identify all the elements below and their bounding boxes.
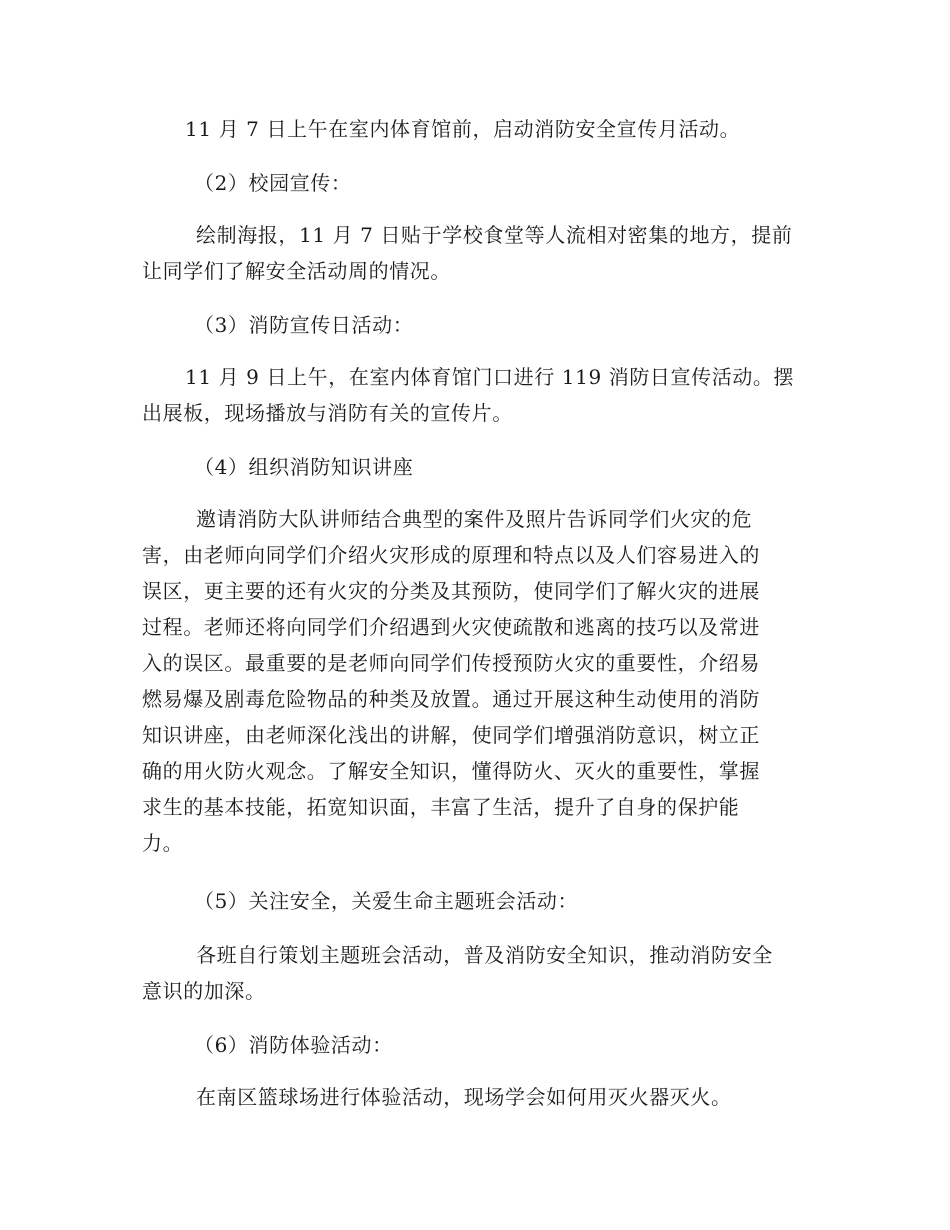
text-line: 害，由老师向同学们介绍火灾形成的原理和特点以及人们容易进入的 xyxy=(142,543,760,567)
text-line: 求生的基本技能，拓宽知识面，丰富了生活，提升了自身的保护能 xyxy=(142,795,740,819)
text-line: 意识的加深。 xyxy=(142,979,266,1003)
text-line: 绘制海报，11 月 7 日贴于学校食堂等人流相对密集的地方，提前 xyxy=(196,223,793,247)
text-line: 让同学们了解安全活动周的情况。 xyxy=(142,259,451,283)
section-heading: （3）消防宣传日活动： xyxy=(194,313,414,337)
text-line: 确的用火防火观念。了解安全知识，懂得防火、灭火的重要性，掌握 xyxy=(142,759,760,783)
section-heading: （4）组织消防知识讲座 xyxy=(194,455,414,479)
text-line: 邀请消防大队讲师结合典型的案件及照片告诉同学们火灾的危 xyxy=(196,507,753,531)
text-line: 误区，更主要的还有火灾的分类及其预防，使同学们了解火灾的进展 xyxy=(142,579,760,603)
text-line: 在南区篮球场进行体验活动，现场学会如何用灭火器灭火。 xyxy=(196,1085,732,1109)
text-line: 11 月 7 日上午在室内体育馆前，启动消防安全宣传月活动。 xyxy=(185,117,741,141)
text-line: 各班自行策划主题班会活动，普及消防安全知识，推动消防安全 xyxy=(196,943,773,967)
section-heading: （5）关注安全，关爱生命主题班会活动： xyxy=(194,889,579,913)
text-line: 入的误区。最重要的是老师向同学们传授预防火灾的重要性，介绍易 xyxy=(142,651,760,675)
section-heading: （6）消防体验活动： xyxy=(194,1033,393,1057)
text-line: 11 月 9 日上午，在室内体育馆门口进行 119 消防日宣传活动。摆 xyxy=(185,365,795,389)
section-heading: （2）校园宣传： xyxy=(194,171,352,195)
text-line: 知识讲座，由老师深化浅出的讲解，使同学们增强消防意识，树立正 xyxy=(142,723,760,747)
text-line: 燃易爆及剧毒危险物品的种类及放置。通过开展这种生动使用的消防 xyxy=(142,687,760,711)
text-line: 出展板，现场播放与消防有关的宣传片。 xyxy=(142,401,513,425)
text-line: 过程。老师还将向同学们介绍遇到火灾使疏散和逃离的技巧以及常进 xyxy=(142,615,760,639)
text-line: 力。 xyxy=(142,831,184,855)
